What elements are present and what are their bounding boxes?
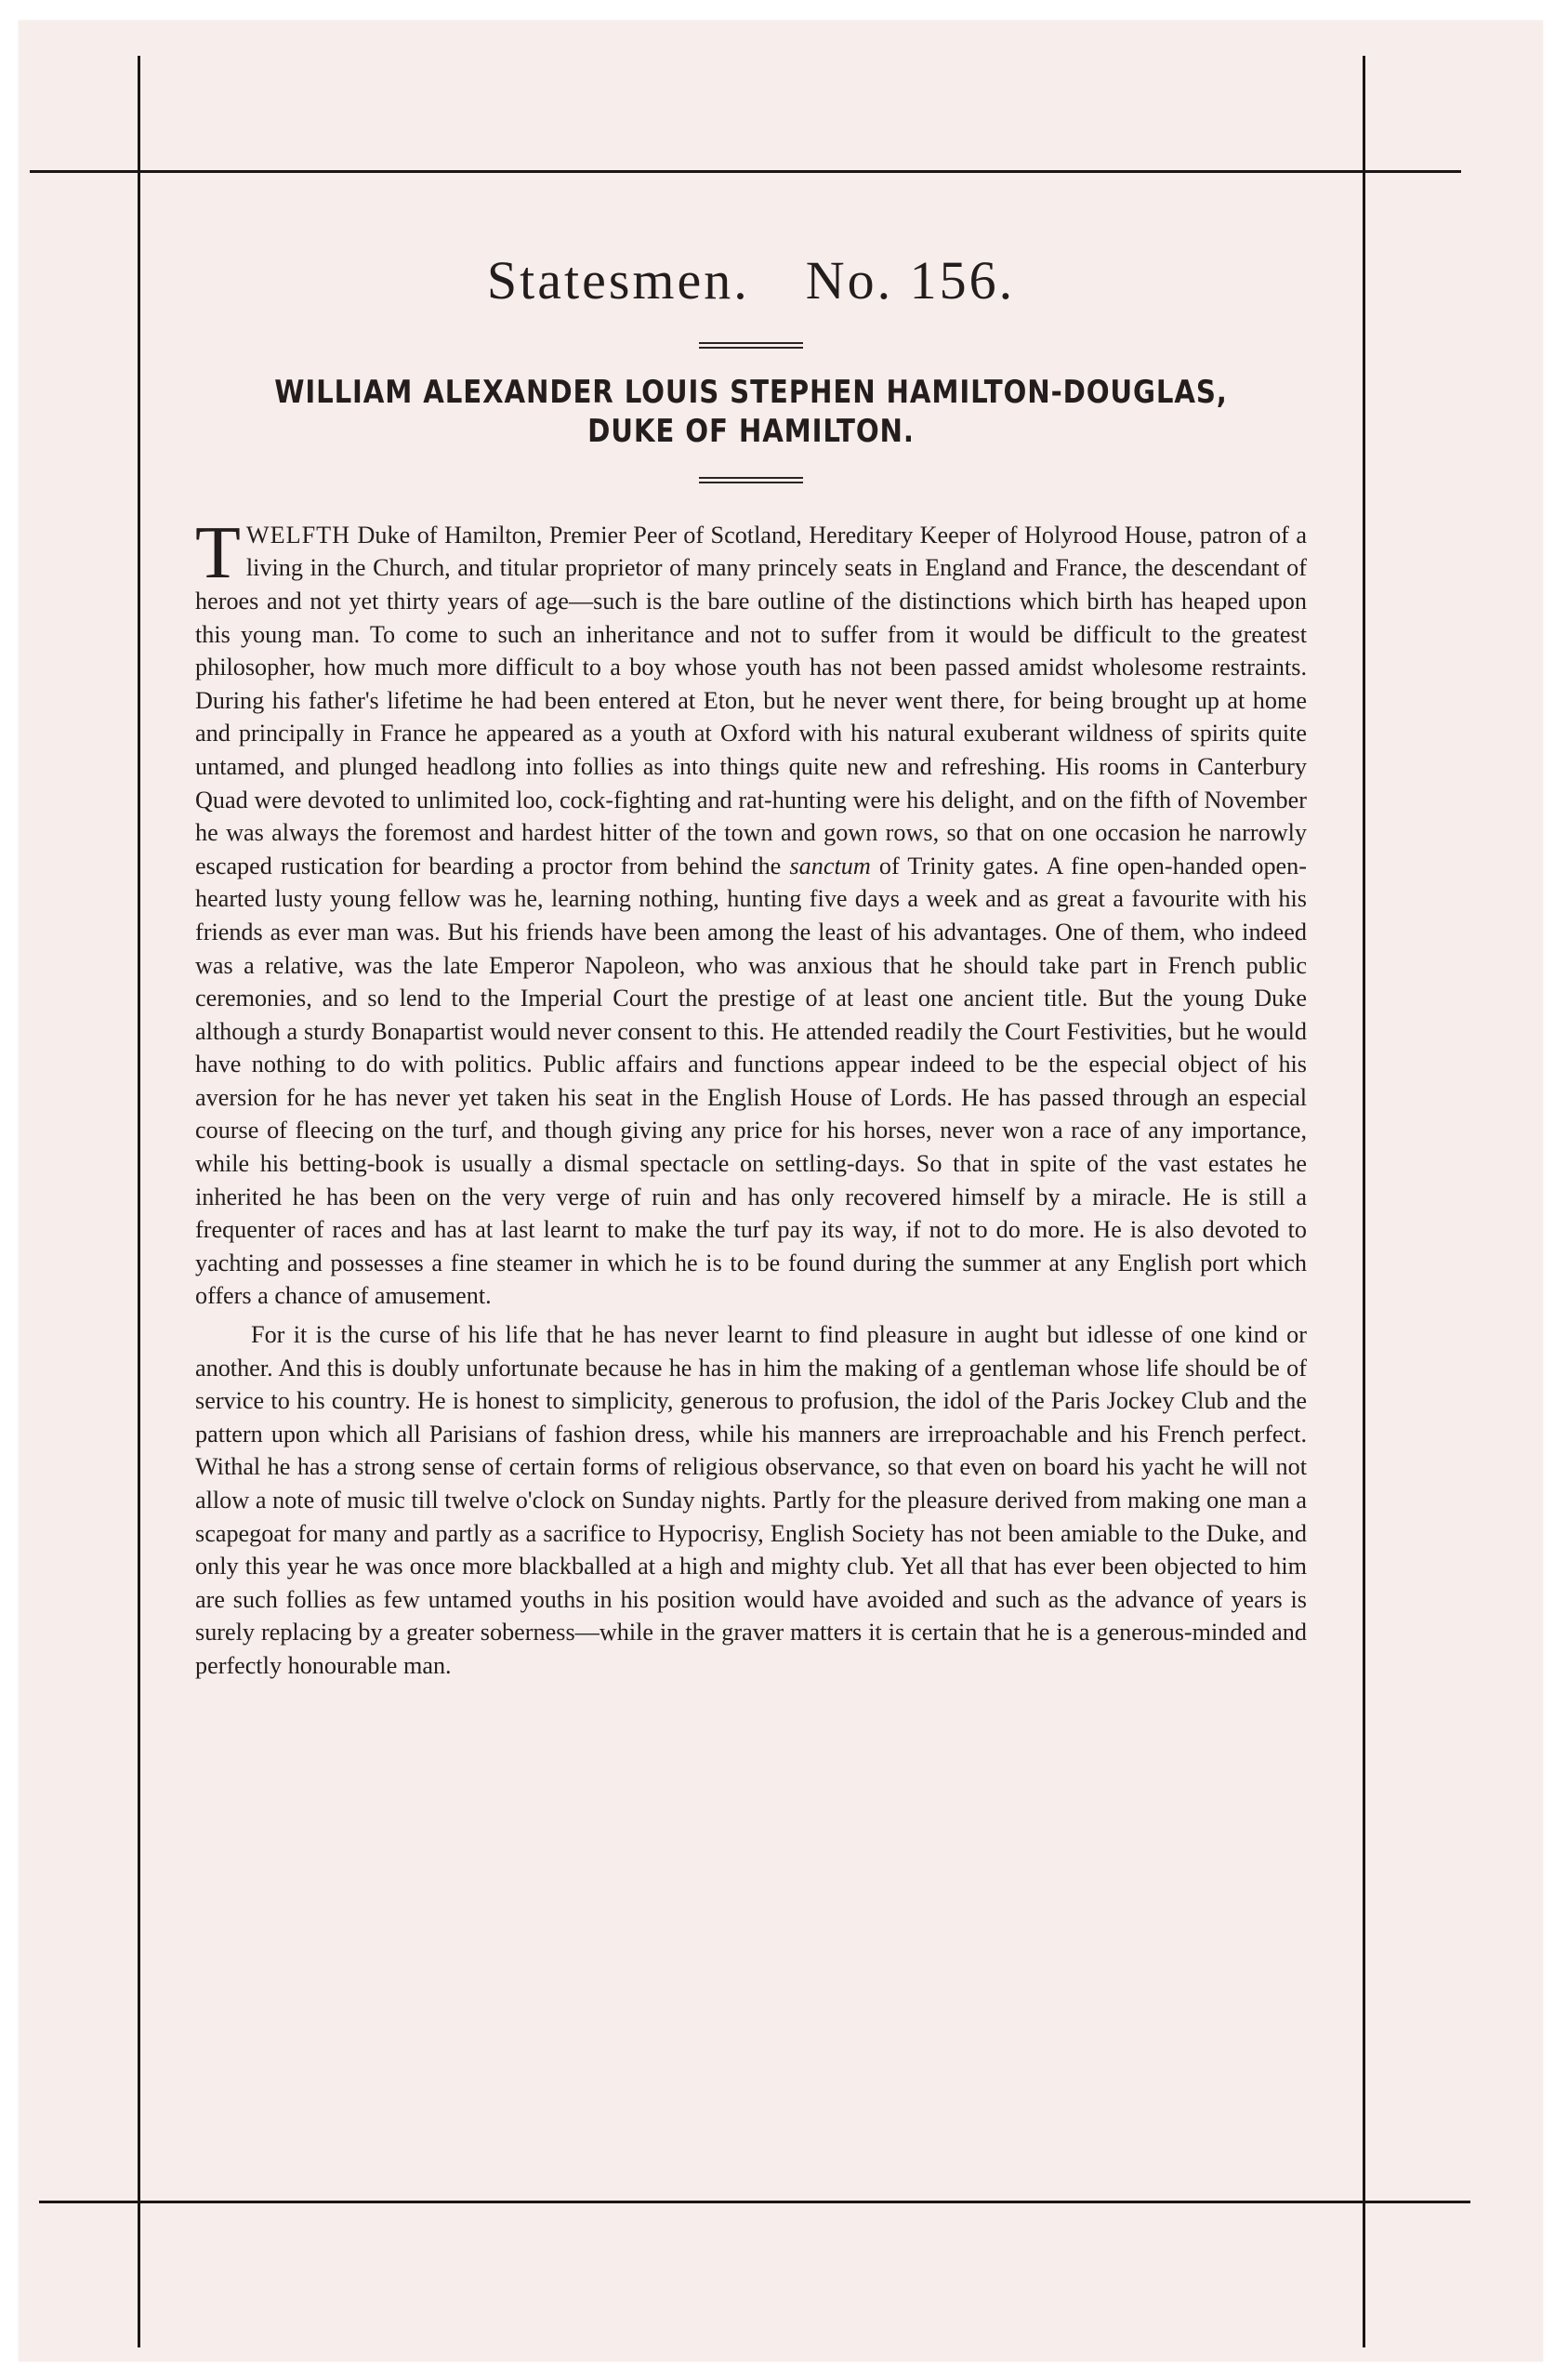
title-line-1: WILLIAM ALEXANDER LOUIS STEPHEN HAMILTON-DOUGLAS, xyxy=(274,373,1228,411)
series-number: No. 156. xyxy=(805,250,1016,311)
article-body xyxy=(195,511,1307,1683)
article-column xyxy=(195,251,1307,1683)
frame-rule-right xyxy=(1363,56,1365,2347)
drop-cap: T xyxy=(195,511,241,594)
frame-rule-left xyxy=(138,56,140,2347)
lead-caps: WELFTH xyxy=(245,521,351,549)
italic-term: sanctum xyxy=(789,852,871,879)
frame-rule-top xyxy=(30,170,1461,173)
series-heading xyxy=(195,251,1307,311)
double-rule-upper xyxy=(699,342,803,349)
series-name: Statesmen. xyxy=(486,250,750,311)
double-rule-lower xyxy=(699,477,803,483)
paragraph-2: For it is the curse of his life that he has never learnt to find pleasure in aught but idlesse of one kind or another. And this is doubly unfortunate because he has in him the making of a gentleman whose life should be of service to his country. He is honest to simplicity, generous to profusion, the idol of the Paris Jockey Club and the pattern upon which all Parisians of fashion dress, while his manners are irreproachable and his French perfect. Withal he has a strong sense of certain forms of religious observance, so that even on board his yacht he will not allow a note of music till twelve o'clock on Sunday nights. Partly for the pleasure derived from making one man a scapegoat for many and partly as a sacrifice to Hypocrisy, English Society has not been amiable to the Duke, and only this year he was once more blackballed at a high and mighty club. Yet all that has ever been objected to him are such follies as few untamed youths in his position would have avoided and such as the advance of years is surely replacing by a greater soberness—while in the graver matters it is certain that he is a generous-minded and perfectly honourable man. xyxy=(195,1321,1307,1679)
article-title xyxy=(273,373,1230,451)
paragraph-1-text-b: of Trinity gates. A fine open-handed open-hearted lusty young fellow was he, learning nothing, hunting five days a week and as great a favourite with his friends as ever man was. But his friends have been among the least of his advantages. One of them, who indeed was a relative, was the late Emperor Napoleon, who was anxious that he should take part in French public ceremonies, and so lend to the Imperial Court the prestige of at least one ancient title. But the young Duke although a sturdy Bonapartist would never consent to this. He attended readily the Court Festivities, but he would have nothing to do with politics. Public affairs and functions appear indeed to be the especial object of his aversion for he has never yet taken his seat in the English House of Lords. He has passed through an especial course of fleecing on the turf, and though giving any price for his horses, never won a race of any importance, while his betting-book is usually a dismal spectacle on settling-days. So that in spite of the vast estates he inherited he has been on the very verge of ruin and has only recovered himself by a miracle. He is still a frequenter of races and has at last learnt to make the turf pay its way, if not to do more. He is also devoted to yachting and possesses a fine steamer in which he is to be found during the summer at any English port which offers a chance of amusement. xyxy=(195,852,1307,1310)
paragraph-1-text-a: Duke of Hamilton, Premier Peer of Scotland, Hereditary Keeper of Holyrood House, patron of a living in the Church, and titular proprietor of many princely seats in England and France, the descendant of heroes and not yet thirty years of age—such is the bare outline of the distinctions which birth has heaped upon this young man. To come to such an inheritance and not to suffer from it would be difficult to the greatest philosopher, how much more difficult to a boy whose youth has not been passed amidst wholesome restraints. During his father's lifetime he had been entered at Eton, but he never went there, for being brought up at home and principally in France he appeared as a youth at Oxford with his natural exuberant wildness of spirits quite untamed, and plunged headlong into follies as into things quite new and refreshing. His rooms in Canterbury Quad were devoted to unlimited loo, cock-fighting and rat-hunting were his delight, and on the fifth of November he was always the foremost and hardest hitter of the town and gown rows, so that on one occasion he narrowly escaped rustication for bearding a proctor from behind the xyxy=(195,521,1307,879)
frame-rule-bottom xyxy=(39,2201,1470,2203)
paragraph-1 xyxy=(195,511,1307,1313)
title-line-2: DUKE OF HAMILTON. xyxy=(587,412,915,450)
